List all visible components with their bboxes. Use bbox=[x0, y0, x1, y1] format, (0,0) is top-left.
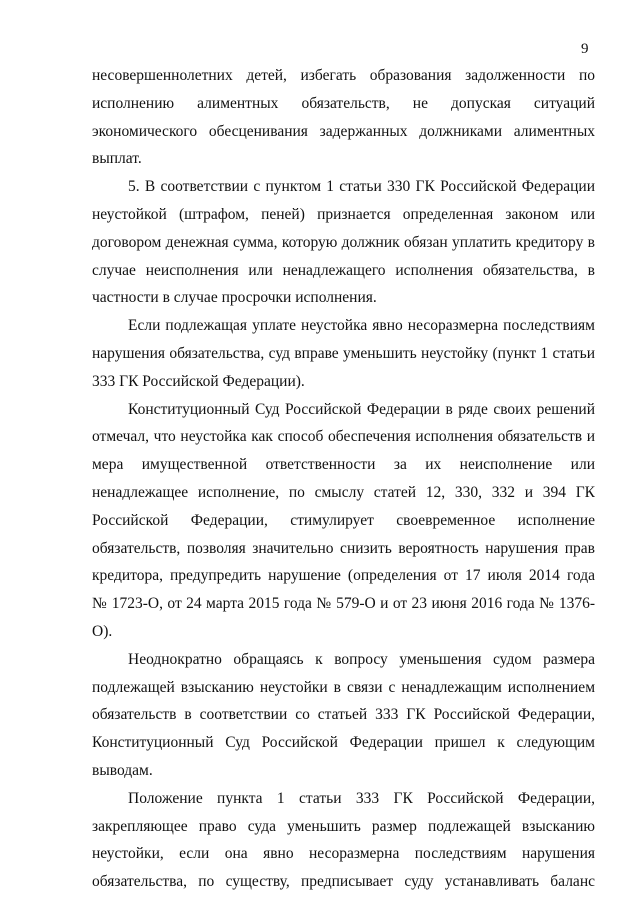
page-number: 9 bbox=[581, 41, 589, 57]
text-line: случае неисполнения или ненадлежащего исполнения обязательства, в bbox=[92, 261, 595, 279]
text-line: Неоднократно обращаясь к вопросу уменьшения судом размера bbox=[128, 650, 595, 668]
text-line: нарушения обязательства, суд вправе уменьшить неустойку (пункт 1 статьи bbox=[92, 344, 595, 362]
text-line: обязательств, позволяя значительно снизить вероятность нарушения прав bbox=[92, 539, 595, 557]
text-line: Если подлежащая уплате неустойка явно несоразмерна последствиям bbox=[128, 317, 595, 335]
text-line: № 1723-О, от 24 марта 2015 года № 579-О и от 23 июня 2016 года № 1376- bbox=[92, 595, 595, 613]
text-line: экономического обесценивания задержанных должниками алиментных bbox=[92, 122, 595, 140]
text-line: Конституционный Суд Российской Федерации пришел к следующим bbox=[92, 734, 595, 752]
text-line: выводам. bbox=[92, 761, 153, 779]
text-line: обязательств в соответствии со статьей 333 ГК Российской Федерации, bbox=[92, 706, 595, 724]
text-line: договором денежная сумма, которую должник обязан уплатить кредитору в bbox=[92, 233, 595, 251]
text-line: Российской Федерации, стимулирует своевременное исполнение bbox=[92, 511, 595, 529]
text-line: выплат. bbox=[92, 150, 142, 168]
text-line: кредитора, предупредить нарушение (определения от 17 июля 2014 года bbox=[92, 567, 595, 585]
text-line: подлежащей взысканию неустойки в связи с ненадлежащим исполнением bbox=[92, 678, 595, 696]
text-line: ненадлежащее исполнение, по смыслу статей 12, 330, 332 и 394 ГК bbox=[92, 483, 595, 501]
text-line: неустойки, если она явно несоразмерна последствиям нарушения bbox=[92, 845, 595, 863]
text-line: частности в случае просрочки исполнения. bbox=[92, 289, 377, 307]
text-line: отмечал, что неустойка как способ обеспечения исполнения обязательств и bbox=[92, 428, 595, 446]
text-line: Конституционный Суд Российской Федерации в ряде своих решений bbox=[128, 400, 595, 418]
text-line: исполнению алиментных обязательств, не допуская ситуаций bbox=[92, 94, 595, 112]
text-line: неустойкой (штрафом, пеней) признается определенная законом или bbox=[92, 205, 595, 223]
text-line: обязательства, по существу, предписывает суду устанавливать баланс bbox=[92, 873, 595, 891]
text-line: 5. В соответствии с пунктом 1 статьи 330 ГК Российской Федерации bbox=[128, 178, 595, 196]
text-line: Положение пункта 1 статьи 333 ГК Российской Федерации, bbox=[128, 789, 595, 807]
text-line: закрепляющее право суда уменьшить размер подлежащей взысканию bbox=[92, 817, 595, 835]
document-body bbox=[92, 62, 595, 896]
text-line: мера имущественной ответственности за их неисполнение или bbox=[92, 456, 595, 474]
text-line: О). bbox=[92, 622, 113, 640]
text-line: 333 ГК Российской Федерации). bbox=[92, 372, 305, 390]
text-line: несовершеннолетних детей, избегать образования задолженности по bbox=[92, 67, 595, 84]
